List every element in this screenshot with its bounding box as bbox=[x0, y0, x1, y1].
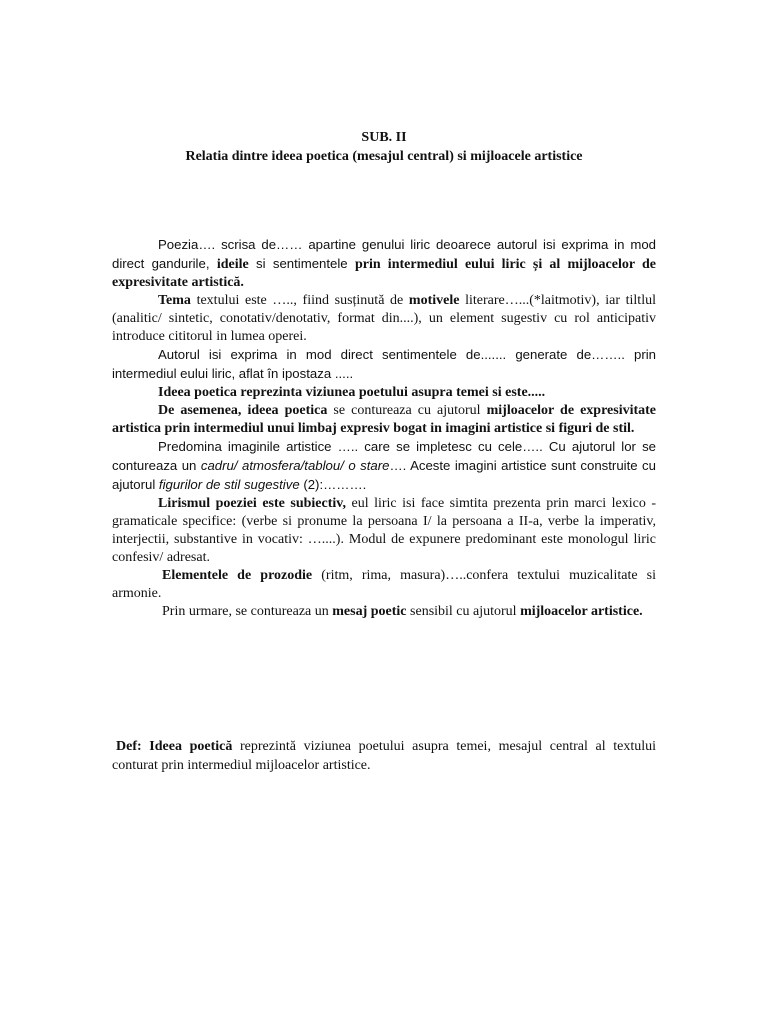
bold-term: Lirismul poeziei este subiectiv, bbox=[158, 496, 346, 511]
bold-term: prin intermediul eului liric și al mijloacelor de expresivitate artistică. bbox=[112, 257, 656, 290]
paragraph-text: se contureaza cu ajutorul bbox=[327, 403, 487, 418]
paragraph-text: …. Aceste imagini artistice sunt construite cu ajutorul bbox=[112, 458, 656, 492]
document-title: SUB. II bbox=[361, 130, 407, 145]
paragraph-images bbox=[112, 438, 656, 495]
paragraph-conclusion bbox=[112, 603, 656, 621]
bold-term: De asemenea, ideea poetica bbox=[158, 403, 328, 418]
paragraph-text: si sentimentele bbox=[248, 256, 355, 271]
paragraph-text: eul liric isi face simtita prezenta prin marci lexico - gramaticale specifice: (verbe si pronume la persoana I/ la persoana a II-a, verbe la imperativ, interjectii, substantive in vocativ: …....). Modul de expunere predominant este monologul liric confesiv/ adresat. bbox=[112, 496, 656, 565]
paragraph-theme bbox=[112, 292, 656, 346]
paragraph-text: Autorul isi exprima in mod direct sentimentele de....... generate de…….. prin intermediul eului liric, aflat în ipostaza ..... bbox=[112, 347, 656, 381]
paragraph-means bbox=[112, 402, 656, 438]
italic-term: cadru/ atmosfera/tablou/ o stare bbox=[200, 458, 390, 473]
definition-paragraph bbox=[112, 737, 656, 775]
definition-label: Def: Ideea poetică bbox=[116, 739, 233, 754]
bold-term: Elementele de prozodie bbox=[162, 568, 313, 583]
paragraph-text: Poezia…. scrisa de…… apartine genului liric deoarece autorul isi exprima in mod direct gandurile, bbox=[112, 237, 656, 271]
definition-block bbox=[112, 737, 656, 775]
paragraph-author bbox=[112, 346, 656, 384]
italic-term: figurilor de stil sugestive bbox=[158, 477, 300, 492]
paragraph-idea bbox=[112, 384, 656, 402]
document-subtitle: Relatia dintre ideea poetica (mesajul central) si mijloacele artistice bbox=[185, 149, 583, 164]
bold-term: mijloacelor de expresivitate artistica prin intermediul unui limbaj expresiv bogat in imagini artistice si figuri de stil. bbox=[112, 403, 657, 436]
paragraph-text: (ritm, rima, masura)…..confera textului muzicalitate si armonie. bbox=[112, 568, 656, 601]
bold-term: mijloacelor artistice. bbox=[520, 604, 643, 619]
paragraph-text: Predomina imaginile artistice ….. care se impletesc cu cele….. Cu ajutorul lor se contureaza un bbox=[112, 439, 656, 473]
definition-text: reprezintă viziunea poetului asupra temei, mesajul central al textului conturat prin intermediul mijloacelor artistice. bbox=[112, 739, 657, 773]
paragraph-text: literare…...(*laitmotiv), iar tiltlul (analitic/ sintetic, conotativ/denotativ, format din....), un element sugestiv cu rol anticipativ introduce cititorul in lumea operei. bbox=[112, 293, 656, 344]
paragraph-lyricism bbox=[112, 495, 656, 567]
paragraph-intro bbox=[112, 236, 656, 292]
bold-term: Ideea poetica reprezinta viziunea poetului asupra temei si este..... bbox=[158, 385, 546, 400]
document-body bbox=[112, 236, 656, 621]
paragraph-prosody bbox=[112, 567, 656, 603]
bold-term: Tema bbox=[158, 293, 191, 308]
bold-term: motivele bbox=[408, 293, 460, 308]
bold-term: ideile bbox=[216, 257, 249, 272]
paragraph-text: (2):………. bbox=[299, 477, 367, 492]
bold-term: mesaj poetic bbox=[332, 604, 407, 619]
paragraph-text: Prin urmare, se contureaza un bbox=[162, 604, 333, 619]
paragraph-text: textului este ….., fiind susținută de bbox=[190, 293, 409, 308]
paragraph-text: sensibil cu ajutorul bbox=[406, 604, 521, 619]
